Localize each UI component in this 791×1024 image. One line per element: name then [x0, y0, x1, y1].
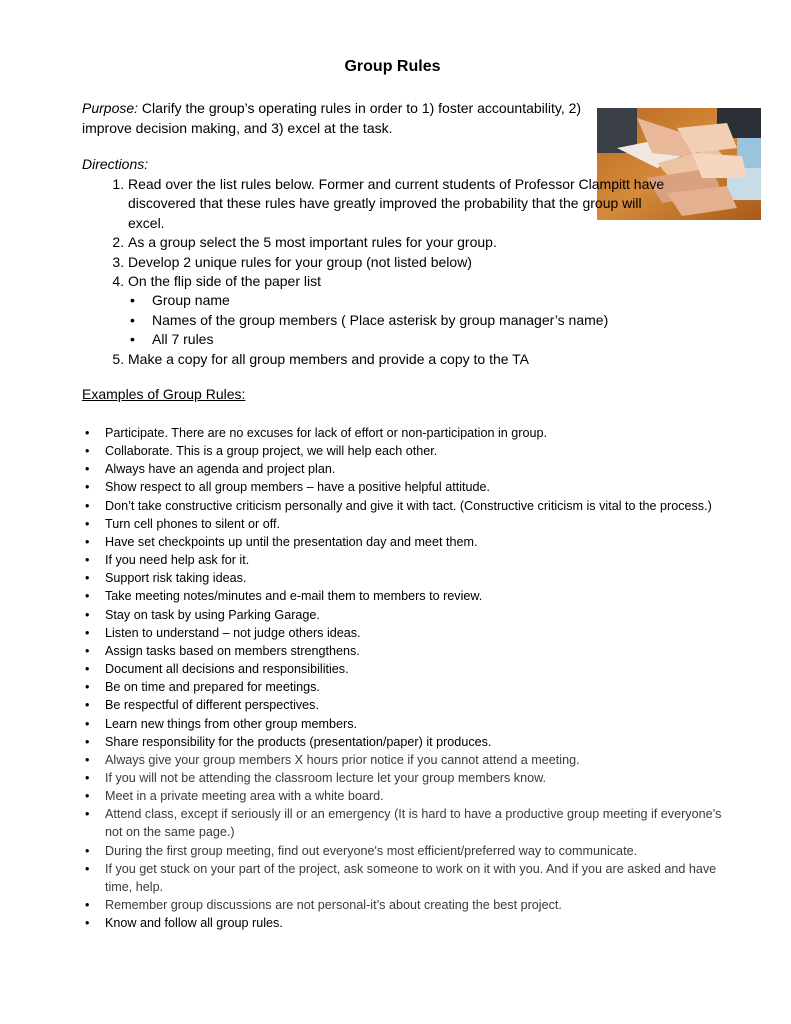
direction-step: 1. Read over the list rules below. Former and current students of Professor Clampitt have discovered that these rules have greatly improved the probability that the group will excel. — [128, 175, 668, 233]
rule-item: • Be on time and prepared for meetings. — [105, 678, 725, 696]
direction-step: 2. As a group select the 5 most important rules for your group. — [128, 233, 668, 252]
rule-item: • Attend class, except if seriously ill or an emergency (It is hard to have a productive group meeting if everyone’s not on the same page.) — [105, 805, 725, 841]
rule-item: • Know and follow all group rules. — [105, 914, 725, 932]
rule-item: • If you get stuck on your part of the project, ask someone to work on it with you. And if you are asked and have time, help. — [105, 860, 725, 896]
direction-step: 3. Develop 2 unique rules for your group (not listed below) — [128, 253, 668, 272]
flip-side-item: • All 7 rules — [152, 330, 668, 349]
purpose-text: Clarify the group’s operating rules in order to 1) foster accountability, 2) improve decision making, and 3) excel at the task. — [82, 100, 582, 136]
purpose-label: Purpose: — [82, 100, 139, 116]
rule-item: • Don’t take constructive criticism personally and give it with tact. (Constructive criticism is vital to the process.) — [105, 497, 725, 515]
rule-item: • Have set checkpoints up until the presentation day and meet them. — [105, 533, 725, 551]
rule-item: • Take meeting notes/minutes and e-mail them to members to review. — [105, 587, 725, 605]
purpose-paragraph — [82, 99, 592, 138]
rule-item: • Collaborate. This is a group project, we will help each other. — [105, 442, 725, 460]
rule-item: • If you need help ask for it. — [105, 551, 725, 569]
rule-item: • Share responsibility for the products (presentation/paper) it produces. — [105, 733, 725, 751]
rule-item: • Learn new things from other group members. — [105, 715, 725, 733]
rule-item: • Participate. There are no excuses for lack of effort or non-participation in group. — [105, 424, 725, 442]
rule-item: • Assign tasks based on members strengthens. — [105, 642, 725, 660]
flip-side-item: • Group name — [152, 291, 668, 310]
rule-item: • During the first group meeting, find out everyone's most efficient/preferred way to communicate. — [105, 842, 725, 860]
directions-label: Directions: — [82, 156, 149, 172]
rule-item: • Document all decisions and responsibilities. — [105, 660, 725, 678]
rule-item: • Remember group discussions are not personal-it’s about creating the best project. — [105, 896, 725, 914]
rule-item: • If you will not be attending the classroom lecture let your group members know. — [105, 769, 725, 787]
flip-side-list — [128, 291, 668, 349]
flip-side-item: • Names of the group members ( Place asterisk by group manager’s name) — [152, 311, 668, 330]
rule-item: • Stay on task by using Parking Garage. — [105, 606, 725, 624]
directions-list — [82, 175, 668, 369]
rules-list — [82, 424, 725, 932]
rule-item: • Always give your group members X hours prior notice if you cannot attend a meeting. — [105, 751, 725, 769]
rule-item: • Meet in a private meeting area with a white board. — [105, 787, 725, 805]
rule-item: • Support risk taking ideas. — [105, 569, 725, 587]
direction-step: 4. On the flip side of the paper list • Group name • Names of the group members ( Place asterisk by group manager’s name) • All 7 rules — [128, 272, 668, 350]
rule-item: • Be respectful of different perspectives. — [105, 696, 725, 714]
rule-item: • Listen to understand – not judge others ideas. — [105, 624, 725, 642]
direction-step: 5. Make a copy for all group members and provide a copy to the TA — [128, 350, 668, 369]
rule-item: • Turn cell phones to silent or off. — [105, 515, 725, 533]
rule-item: • Always have an agenda and project plan. — [105, 460, 725, 478]
page-title: Group Rules — [344, 58, 441, 75]
examples-heading: Examples of Group Rules: — [82, 386, 246, 402]
rule-item: • Show respect to all group members – have a positive helpful attitude. — [105, 478, 725, 496]
